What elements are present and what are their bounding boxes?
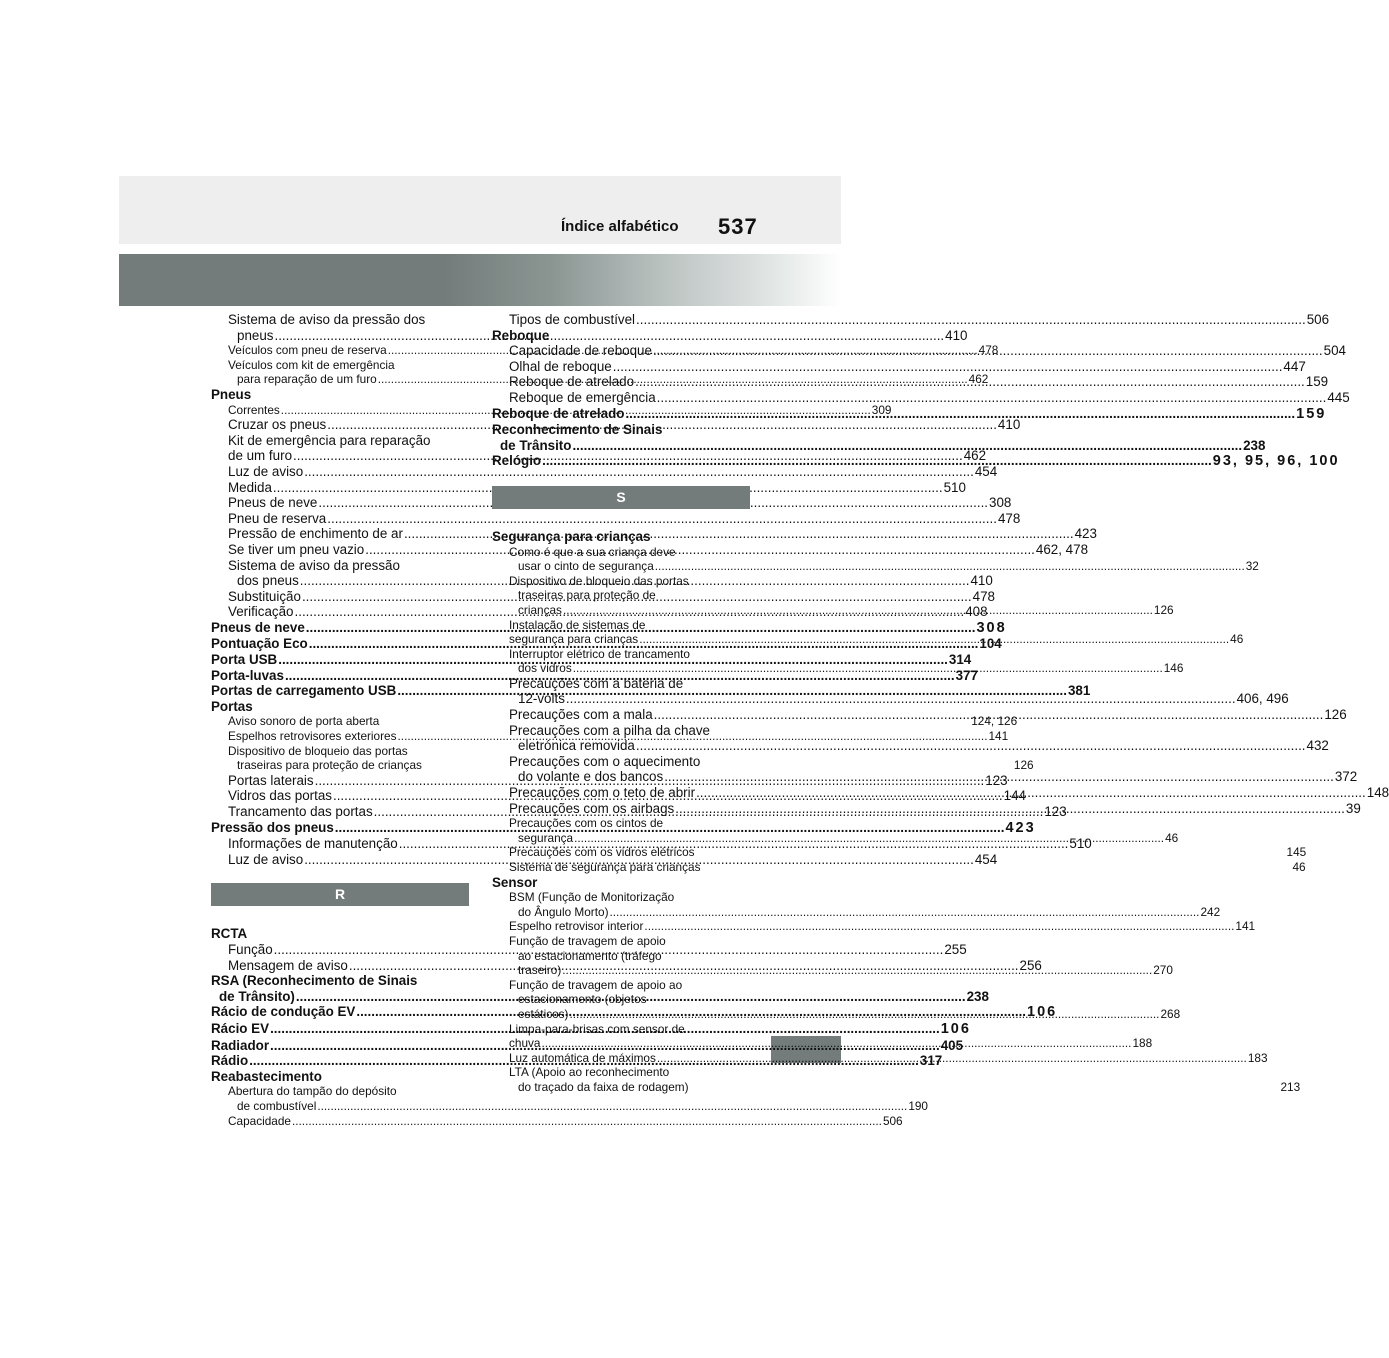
- entry-text: RCTA: [211, 926, 248, 942]
- page-reference: 462: [963, 448, 987, 464]
- dot-leader: [657, 390, 1327, 405]
- dot-leader: [625, 406, 1295, 421]
- page-reference: 190: [908, 1098, 928, 1113]
- page-reference: 410: [945, 327, 968, 343]
- entry-text: Luz de aviso: [228, 851, 304, 867]
- dot-leader: [639, 632, 1229, 646]
- entry-text: de Trânsito): [219, 988, 295, 1004]
- page-reference: 93, 95, 96, 100: [1212, 453, 1340, 470]
- index-subentry: [492, 389, 1350, 406]
- index-subentry: [492, 890, 1221, 919]
- entry-text: crianças: [518, 602, 562, 617]
- entry-text: segurança: [518, 830, 574, 845]
- dot-leader: [317, 1099, 907, 1113]
- entry-text: Pneus de neve: [211, 619, 305, 635]
- page-reference: 159: [1305, 374, 1329, 390]
- entry-text: Veículos com kit de emergência: [228, 357, 395, 372]
- page-reference: 510: [1069, 836, 1092, 852]
- entry-text: ao estacionamento (tráfego: [518, 948, 662, 963]
- entry-text: traseiras para proteção de crianças: [237, 758, 422, 773]
- page-reference: 238: [1243, 437, 1266, 453]
- entry-text: usar o cinto de segurança: [518, 559, 654, 574]
- entry-text: Sistema de aviso da pressão dos: [228, 312, 426, 327]
- page-reference: 506: [1306, 312, 1330, 327]
- entry-text: Sensor: [492, 874, 538, 890]
- entry-text: Precauções com o aquecimento: [509, 753, 701, 769]
- dot-leader: [696, 785, 1366, 800]
- index-subentry: [492, 312, 1330, 328]
- header-gradient-bar: [119, 254, 841, 306]
- page-reference: 377: [955, 667, 978, 683]
- index-subentry: [492, 860, 1306, 875]
- page-reference: 104: [979, 636, 1002, 652]
- dot-leader: [675, 801, 1345, 816]
- entry-text: Dispositivo de bloqueio das portas: [228, 743, 408, 758]
- entry-text: Rácio de condução EV: [211, 1004, 356, 1020]
- page-reference: 317: [919, 1053, 943, 1069]
- entry-text: pneus: [237, 327, 274, 343]
- page-reference: 126: [1324, 707, 1347, 723]
- page-reference: 268: [1160, 1006, 1181, 1021]
- page-reference: 46: [1165, 830, 1179, 845]
- entry-text: Cruzar os pneus: [228, 417, 327, 433]
- entry-text: LTA (Apoio ao reconhecimento: [509, 1065, 670, 1080]
- page-reference: 410: [997, 417, 1021, 433]
- dot-leader: [573, 661, 1163, 675]
- dot-leader: [653, 343, 1323, 358]
- index-entry: [492, 529, 750, 545]
- entry-text: Precauções com o teto de abrir: [509, 785, 696, 801]
- page-reference: 405: [940, 1037, 964, 1053]
- entry-text: Segurança para crianças: [492, 528, 651, 544]
- section-header: S: [492, 486, 750, 509]
- entry-text: chuva: [509, 1036, 541, 1051]
- entry-text: de Trânsito: [500, 437, 572, 453]
- index-entry: [211, 926, 469, 942]
- dot-leader: [636, 312, 1306, 327]
- page-reference: 308: [976, 619, 1007, 636]
- entry-text: do volante e dos bancos: [518, 769, 664, 785]
- page-reference: 238: [966, 988, 989, 1004]
- page-reference: 381: [1067, 683, 1091, 699]
- entry-text: Kit de emergência para reparação: [228, 432, 431, 448]
- dot-leader: [562, 963, 1152, 977]
- entry-text: para reparação de um furo: [237, 372, 377, 387]
- dot-leader: [644, 919, 1234, 933]
- index-entry: [211, 387, 469, 403]
- index-subentry: [492, 358, 1306, 375]
- entry-text: Luz de aviso: [228, 463, 304, 479]
- entry-text: segurança para crianças: [509, 632, 639, 647]
- entry-text: Reboque de atrelado: [509, 374, 635, 390]
- entry-text: Capacidade de reboque: [509, 343, 652, 359]
- entry-text: Substituição: [228, 588, 301, 604]
- page-reference: 478: [972, 588, 995, 604]
- entry-text: Veículos com pneu de reserva: [228, 343, 387, 358]
- dot-leader: [572, 438, 1242, 453]
- page-reference: 106: [940, 1020, 971, 1037]
- page-reference: 148: [1366, 785, 1389, 801]
- entry-text: Dispositivo de bloqueio das portas: [509, 573, 689, 588]
- dot-leader: [635, 374, 1305, 389]
- index-subentry: [211, 463, 998, 480]
- entry-text: traseiro): [518, 963, 562, 978]
- entry-text: Interruptor elétrico de trancamento: [509, 646, 690, 661]
- page-reference: 145: [1286, 845, 1307, 860]
- entry-text: Precauções com a mala: [509, 707, 653, 723]
- entry-text: Precauções com os cintos de: [509, 816, 664, 831]
- entry-text: Aviso sonoro de porta aberta: [228, 714, 380, 729]
- page-reference: 126: [1153, 602, 1174, 617]
- dot-leader: [542, 453, 1212, 468]
- page-reference: 159: [1296, 405, 1327, 422]
- dot-leader: [636, 738, 1306, 753]
- page-reference: 144: [1003, 788, 1026, 804]
- entry-text: Reboque: [492, 327, 550, 343]
- entry-text: Sistema de segurança para crianças: [509, 860, 701, 874]
- page-reference: 256: [1019, 957, 1042, 973]
- dot-leader: [566, 691, 1236, 706]
- page-reference: 106: [1027, 1004, 1058, 1021]
- entry-text: Olhal de reboque: [509, 358, 612, 374]
- dot-leader: [613, 359, 1283, 374]
- index-entry: [211, 1069, 469, 1085]
- entry-text: Reboque de emergência: [509, 389, 656, 405]
- page-reference: 309: [871, 402, 892, 417]
- page-number: 537: [718, 214, 758, 239]
- page-reference: 478: [997, 510, 1021, 526]
- entry-text: dos vidros: [518, 661, 572, 676]
- page-reference: 141: [988, 729, 1009, 744]
- entry-text: estacionamento (objetos: [518, 992, 647, 1007]
- dot-leader: [292, 1114, 882, 1128]
- entry-text: Vidros das portas: [228, 788, 332, 804]
- entry-text: Mensagem de aviso: [228, 957, 348, 973]
- entry-text: RSA (Reconhecimento de Sinais: [211, 973, 418, 989]
- page-reference: 213: [1280, 1079, 1301, 1094]
- entry-text: Portas: [211, 698, 253, 714]
- entry-text: Medida: [228, 479, 272, 495]
- page-reference: 447: [1283, 358, 1306, 374]
- page-reference: 188: [1132, 1036, 1153, 1051]
- page-reference: 506: [882, 1113, 903, 1128]
- dot-leader: [610, 905, 1200, 919]
- entry-text: Relógio: [492, 453, 542, 469]
- page-reference: 504: [1323, 343, 1346, 359]
- page-reference: 462: [968, 372, 989, 387]
- page-reference: 242: [1200, 904, 1221, 919]
- entry-text: Pneu de reserva: [228, 510, 327, 526]
- entry-text: Porta USB: [211, 652, 278, 668]
- entry-text: Luz automática de máximos: [509, 1050, 656, 1065]
- page-reference: 462, 478: [1035, 541, 1089, 557]
- index-subentry: [492, 919, 1256, 934]
- index-entry: [492, 328, 750, 344]
- entry-text: Capacidade: [228, 1113, 291, 1128]
- page-reference: 423: [1005, 819, 1036, 836]
- dot-leader: [664, 769, 1334, 784]
- page-reference: 314: [948, 652, 972, 668]
- entry-text: Rádio: [211, 1053, 249, 1069]
- page-reference: 308: [989, 495, 1012, 511]
- page-reference: 39: [1345, 800, 1361, 816]
- index-subentry: [211, 1113, 903, 1129]
- entry-text: Limpa-para-brisas com sensor de: [509, 1021, 685, 1036]
- entry-text: Correntes: [228, 402, 280, 417]
- entry-text: Sistema de aviso da pressão: [228, 557, 400, 573]
- index-subentry: [492, 1065, 1301, 1094]
- entry-text: Reabastecimento: [211, 1068, 322, 1084]
- page-title: Índice alfabético: [561, 218, 679, 235]
- page-reference: 255: [944, 941, 967, 957]
- page-reference: 432: [1306, 738, 1329, 754]
- dot-leader: [569, 1007, 1159, 1021]
- page-reference: 126: [1013, 758, 1034, 773]
- page-reference: 146: [1163, 661, 1184, 676]
- entry-text: Pneus: [211, 386, 252, 402]
- entry-text: eletrónica removida: [518, 738, 635, 754]
- entry-text: BSM (Função de Monitorização: [509, 890, 675, 905]
- entry-text: dos pneus: [237, 573, 299, 589]
- entry-text: 12-volts: [518, 691, 565, 707]
- entry-text: do Ângulo Morto): [518, 904, 609, 919]
- page-reference: 510: [943, 479, 966, 495]
- entry-text: Portas de carregamento USB: [211, 683, 397, 699]
- section-header: R: [211, 883, 469, 906]
- entry-text: Precauções com os vidros elétricos: [509, 845, 695, 860]
- page-reference: 423: [1074, 526, 1097, 542]
- entry-text: Espelhos retrovisores exteriores: [228, 729, 397, 744]
- entry-text: Função de travagem de apoio: [509, 933, 666, 948]
- index-subentry: [211, 510, 1021, 527]
- entry-text: Função: [228, 941, 273, 957]
- entry-text: Reconhecimento de Sinais: [492, 422, 663, 438]
- entry-text: do traçado da faixa de rodagem): [518, 1079, 689, 1094]
- page-reference: 372: [1334, 769, 1358, 785]
- entry-text: Rácio EV: [211, 1020, 270, 1036]
- page-reference: 183: [1247, 1050, 1268, 1065]
- entry-text: Como é que a sua criança deve: [509, 544, 676, 559]
- page-reference: 124, 126: [971, 714, 1018, 729]
- page-reference: 32: [1245, 559, 1259, 574]
- index-subentry: [211, 479, 966, 496]
- entry-text: Pressão dos pneus: [211, 819, 334, 835]
- index-subentry: [211, 495, 1012, 511]
- page-reference: 445: [1327, 389, 1350, 405]
- page-reference: 410: [970, 573, 993, 589]
- dot-leader: [563, 603, 1153, 620]
- entry-text: Porta-luvas: [211, 667, 284, 683]
- entry-text: de um furo: [228, 448, 293, 464]
- dot-leader: [655, 559, 1245, 573]
- page-reference: 406, 496: [1236, 691, 1289, 707]
- entry-text: Pressão de enchimento de ar: [228, 526, 403, 542]
- page-reference: 123: [1044, 804, 1067, 819]
- entry-text: Função de travagem de apoio ao: [509, 977, 683, 992]
- page-reference: 270: [1153, 963, 1173, 978]
- entry-text: Instalação de sistemas de: [509, 617, 646, 632]
- entry-text: estáticos): [518, 1006, 569, 1021]
- page-reference: 454: [974, 851, 998, 867]
- page-reference: 123: [985, 772, 1008, 788]
- entry-text: Radiador: [211, 1037, 270, 1053]
- entry-text: traseiras para proteção de: [518, 588, 656, 603]
- dot-leader: [657, 1051, 1247, 1065]
- dot-leader: [654, 707, 1324, 722]
- entry-text: Reboque de atrelado: [492, 405, 625, 421]
- entry-text: Portas laterais: [228, 772, 314, 788]
- index-entry: [492, 875, 750, 891]
- entry-text: Pneus de neve: [228, 495, 318, 511]
- entry-text: de combustível: [237, 1098, 317, 1113]
- page-reference: 46: [1292, 860, 1306, 874]
- entry-text: Trancamento das portas: [228, 804, 373, 819]
- dot-leader: [541, 1036, 1131, 1050]
- page-reference: 454: [974, 463, 998, 479]
- page-reference: 478: [978, 343, 999, 358]
- entry-text: Precauções com a bateria de: [509, 675, 684, 691]
- entry-text: Pontuação Eco: [211, 636, 308, 652]
- entry-text: Tipos de combustível: [509, 312, 636, 327]
- entry-text: Se tiver um pneu vazio: [228, 541, 365, 557]
- entry-text: Espelho retrovisor interior: [509, 919, 644, 934]
- page-reference: 141: [1235, 919, 1256, 934]
- dot-leader: [574, 831, 1164, 845]
- index-entry: [211, 699, 469, 715]
- entry-text: Precauções com os airbags: [509, 800, 675, 816]
- page-reference: 408: [965, 604, 988, 620]
- entry-text: Abertura do tampão do depósito: [228, 1084, 397, 1099]
- entry-text: Precauções com a pilha da chave: [509, 722, 710, 738]
- entry-text: Verificação: [228, 604, 294, 620]
- page-reference: 46: [1230, 632, 1244, 647]
- entry-text: Informações de manutenção: [228, 836, 398, 852]
